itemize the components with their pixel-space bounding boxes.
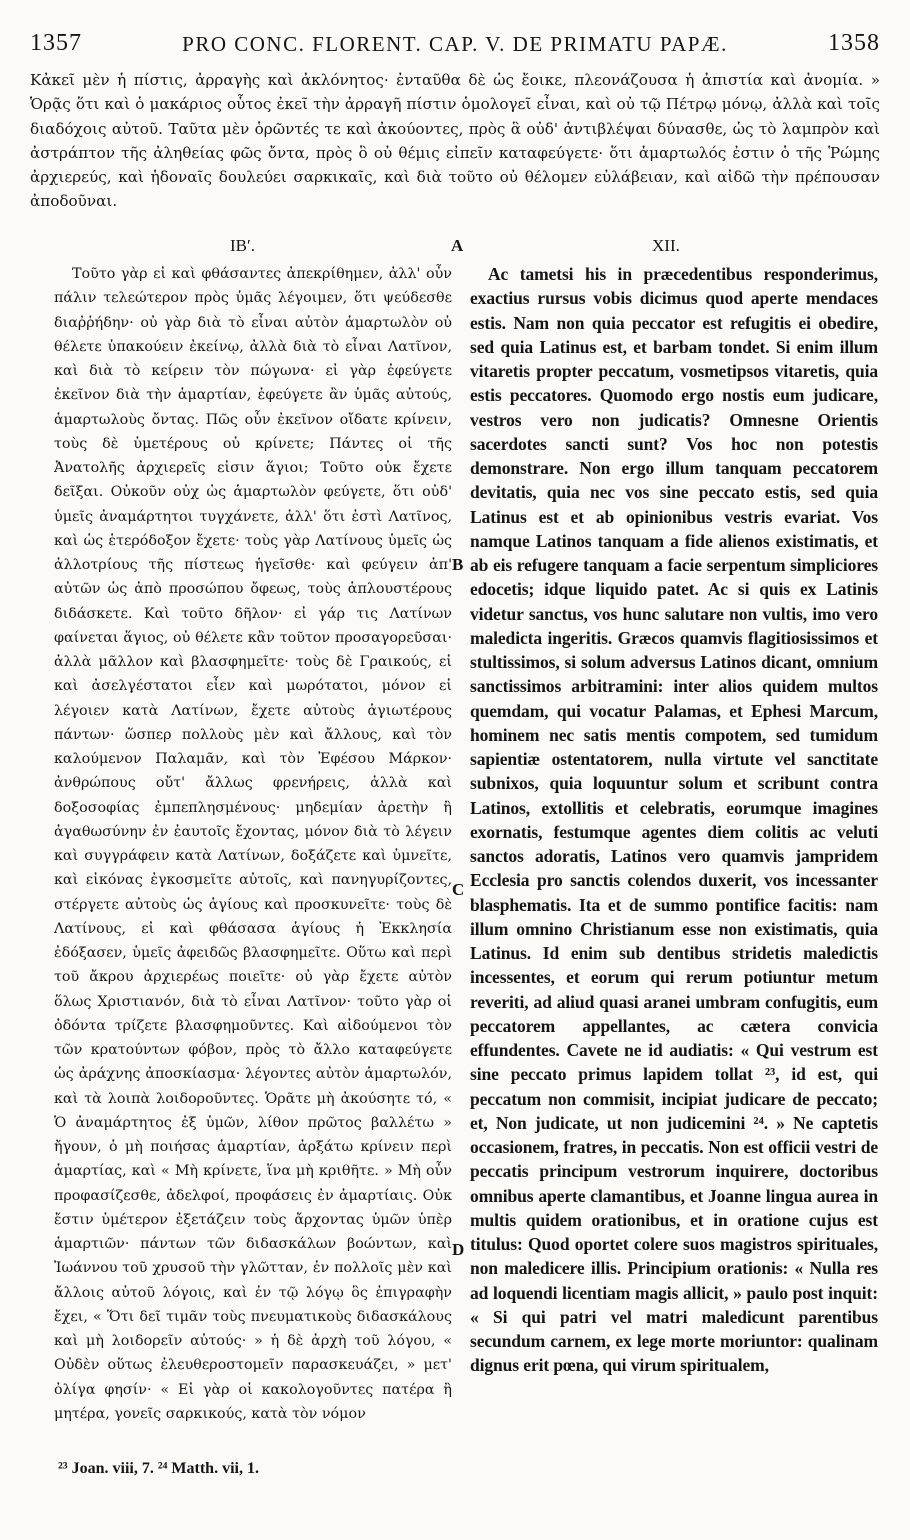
page-number-left: 1357 [30, 30, 82, 56]
greek-section-heading: ΙΒʹ. [230, 236, 255, 255]
page-header [30, 30, 880, 60]
latin-column [470, 262, 878, 1378]
greek-column-text: Τοῦτο γὰρ εἰ καὶ φθάσαντες ἀπεκρίθημεν, ἀλλ' οὖν πάλιν τελεώτερον πρὸς ὑμᾶς λέγοιμεν, ὅτι ψεύδεσθε διαῤῥήδην· οὐ γὰρ διὰ τὸ εἶναι αὐτὸν ἁμαρτωλὸν οὐ θέλετε ὑπακούειν ἐκείνῳ, ἀλλὰ διὰ τὸ εἶναι Λατῖνον, καὶ διὰ τὸ κείρειν τὸν πώγωνα· εἰ γὰρ ἐφεύγετε ἐκεῖνον διὰ τὴν ἁμαρτίαν, ἐφεύγετε ἂν ὑμᾶς αὐτούς, ἁμαρτωλοὺς ὄντας. Πῶς οὖν ἐκεῖνον οἴδατε κρίνειν, τοὺς δὲ ὑμετέρους οὐ κρίνετε; Πάντες οἱ τῆς Ἀνατολῆς ἀρχιερεῖς εἰσιν ἅγιοι; Τοῦτο οὐκ ἔχετε δεῖξαι. Οὐκοῦν οὐχ ὡς ἁμαρτωλὸν φεύγετε, ὅτι οὐδ' ὑμεῖς ἀναμάρτητοι τυγχάνετε, ἀλλ' ὅτι ἐστὶ Λατῖνος, καὶ ὡς ἑτερόδοξον ἔχετε· τοὺς γὰρ Λατίνους ὑμεῖς ὡς ἀλλοτρίους τῆς πίστεως ἡγεῖσθε· καὶ φεύγειν ἀπ' αὐτῶν ὡς ἀπὸ προσώπου ὄφεως, τοὺς ἁπλουστέρους διδάσκετε. Καὶ τοῦτο δῆλον· εἰ γάρ τις Λατίνων φαίνεται ἅγιος, οὐ θέλετε κἂν τοῦτον προσαγορεῦσαι· ἀλλὰ μᾶλλον καὶ βλασφημεῖτε· τοὺς δὲ Γραικούς, εἰ καὶ ἀσελγέστατοι εἶεν καὶ μωρότατοι, μόνον εἰ λέγοιεν κατὰ Λατίνων, ἔχετε αὐτοὺς ἁγιωτέρους πάντων· ὥσπερ πολλοὺς μὲν καὶ ἄλλους, καὶ τὸν καλούμενον Παλαμᾶν, καὶ τὸν Ἐφέσου Μάρκον· ἀνθρώπους οὔτ' ἄλλως φρενήρεις, ἀλλὰ καὶ δοξοσοφίας ἐμπεπλησμένους· μηδεμίαν ἀρετὴν ἢ ἀγαθωσύνην ἐν ἑαυτοῖς ἔχοντας, μόνον διὰ τὸ λέγειν καὶ συγγράφειν κατὰ Λατίνων, δοξάζετε καὶ ὑμνεῖτε, καὶ εἰκόνας ἐγκοσμεῖτε αὐτοῖς, καὶ πανηγυρίζοντες, στέργετε αὐτοὺς ὡς ἁγίους καὶ προσκυνεῖτε· τοὺς δὲ Λατίνους, εἰ καὶ φθάσασα ἁγίους ἡ Ἐκκλησία ἐδόξασεν, ὑμεῖς ἀφειδῶς βλασφημεῖτε. Οὕτω καὶ περὶ τοῦ ἄκρου ἀρχιερέως ποιεῖτε· οὐ γὰρ ἔχετε αὐτὸν ὅλως Χριστιανόν, διὰ τὸ εἶναι Λατῖνον· τοῦτο γὰρ οἱ ὀδόντα τρίζετε βλασφημοῦντες. Καὶ αἰδούμενοι τὸν τῶν κρατούντων φόβον, πρὸς τὸ ἄλλο καταφεύγετε ὡς ἀράχνης ἀποσκίασμα· λέγοντες αὐτὸν ἁμαρτωλόν, καὶ τὰ λοιπὰ λοιδοροῦντες. Ὁρᾶτε μὴ ἀκούσητε τό, « Ὁ ἀναμάρτητος ἐξ ὑμῶν, λίθον πρῶτος βαλλέτω » ἤγουν, ὁ μὴ ποιήσας ἁμαρτίαν, ἀρξάτω κρίνειν περὶ ἁμαρτίας, καὶ « Μὴ κρίνετε, ἵνα μὴ κριθῆτε. » Μὴ οὖν προφασίζεσθε, ἀδελφοί, προφάσεις ἐν ἁμαρτίαις. Οὐκ ἔστιν ὑμέτερον ἐξετάζειν τοὺς ἄρχοντας ὑμῶν ὑπὲρ ἁμαρτιῶν· πάντων τῶν διδασκάλων βοώντων, καὶ Ἰωάννου τοῦ χρυσοῦ τὴν γλῶτταν, ἐν πολλοῖς μὲν καὶ ἄλλοις αὐτοῦ λόγοις, καὶ ἐν τῷ λόγῳ ὃς ἐπιγραφὴν ἔχει, « Ὅτι δεῖ τιμᾶν τοὺς πνευματικοὺς διδασκάλους καὶ μὴ λοιδορεῖν αὐτούς· » ἡ δὲ ἀρχὴ τοῦ λόγου, « Οὐδὲν οὕτως ἐλευθεροστομεῖν παρασκευάζει, » μετ' ὀλίγα φησίν· « Εἰ γὰρ οἱ κακολογοῦντες πατέρα ἢ μητέρα, γονεῖς σαρκικούς, κατὰ τὸν νόμον [54, 266, 452, 1422]
marker-d: D [452, 1240, 465, 1259]
footnotes: ²³ Joan. viii, 7. ²⁴ Matth. vii, 1. [58, 1460, 259, 1477]
marker-b: B [452, 555, 464, 574]
latin-column-text: Ac tametsi his in præcedentibus responderimus, exactius rursus vobis dicimus quod aperte mendaces estis. Nam non quia peccator est refugitis ei obedire, sed quia Latinus est, et barbam tondet. Si enim illum vitaretis propter peccatum, vosmetipsos vitaretis, quia estis peccatores. Quomodo ergo nostis eum judicare, vestros vero non judicatis? Omnesne Orientis sacerdotes sancti sunt? Vos hoc non potestis demonstrare. Non ergo illum tanquam peccatorem devitatis, quia nec vos sine peccato estis, sed quia Latinus est et ab opinionibus vestris evariat. Vos namque Latinos tanquam a fide alienos existimatis, et ab eis refugere tanquam a facie serpentum simpliciores edocetis; idque liquido patet. Ac si quis ex Latinis videtur sanctus, vos hunc salutare non vultis, imo vero maledicta ingeritis. Græcos quamvis flagitiosissimos et stultissimos, si solum adversus Latinos dicant, omnium sanctissimos arbitramini: inter alios quidem multos quemdam, qui vocatur Palamas, et Ephesi Marcum, hominem nec satis mentis compotem, sed tumidum sapientiæ ostentatorem, nulla virtute vel sanctitate subnixos, quia loquuntur solum et scribunt contra Latinos, extollitis et celebratis, eorumque imagines exornatis, festumque agentes diem colitis ac veluti sanctos adoratis, Latinos vero quamvis jampridem Ecclesia pro sanctis colendos duxerit, vos incessanter blasphematis. Ita et de summo pontifice facitis: nam illum omnino Christianum esse non existimatis, quia Latinus. Id enim sub dentibus stridetis maledictis incessentes, et eorum qui rerum potiuntur metum reveriti, ad aliud quasi aranei umbram confugitis, eum peccatorem appellantes, ac cætera convicia effundentes. Cavete ne id audiatis: « Qui vestrum est sine peccato primus lapidem tollat ²³, id est, qui peccatum non commisit, incipiat judicare de peccato; et, Non judicate, ut non judicemini ²⁴. » Ne captetis occasionem, fratres, in peccatis. Non est officii vestri de peccatis principum vestrorum inquirere, doctoribus omnibus aperte clamantibus, et Joanne lingua aurea in multis quidem orationibus, et in oratione cujus est titulus: Quod oportet colere suos magistros spirituales, non maledicere illis. Principium orationis: « Nulla res ad loquendi licentiam magis allicit, » paulo post inquit: « Si qui patri vel matri maledicunt parentibus secundum carnem, ex lege morte moriuntor: qualinam dignus erit pœna, qui virum spiritualem, [470, 264, 878, 1376]
page-number-right: 1358 [828, 30, 880, 56]
intro-greek-paragraph: Κἀκεῖ μὲν ἡ πίστις, ἀρραγὴς καὶ ἀκλόνητος· ἐνταῦθα δὲ ὡς ἔοικε, πλεονάζουσα ἡ ἀπιστία καὶ ἀνομία. » Ὁρᾷς ὅτι καὶ ὁ μακάριος οὗτος ἐκεῖ τὴν ἀρραγῆ πίστιν ὁμολογεῖ εἶναι, καὶ οὐ τῷ Πέτρῳ μόνῳ, ἀλλὰ καὶ τοῖς διαδόχοις αὐτοῦ. Ταῦτα μὲν ὁρῶντές τε καὶ ἀκούοντες, πρὸς ἃ οὐδ' ἀντιβλέψαι δύνασθε, ὡς τὸ λαμπρὸν καὶ ἀστράπτον τῆς ἀληθείας φῶς ὄντα, πρὸς ὃ οὐ θέμις εἰπεῖν καταφεύγετε· ὅτι ἁμαρτωλός ἐστιν ὁ τῆς Ῥώμης ἀρχιερεύς, καὶ ἡδοναῖς δουλεύει σαρκικαῖς, καὶ διὰ τοῦτο οὐ θέλομεν εὐλάβειαν, καὶ αἰδῶ τὴν πρέπουσαν ἀποδοῦναι. [30, 71, 880, 211]
greek-column [54, 262, 452, 1426]
marker-c: C [452, 880, 465, 899]
latin-section-heading: XII. [652, 236, 680, 255]
marker-a: A [451, 236, 464, 255]
running-title: PRO CONC. FLORENT. CAP. V. DE PRIMATU PAPÆ. [182, 32, 728, 56]
